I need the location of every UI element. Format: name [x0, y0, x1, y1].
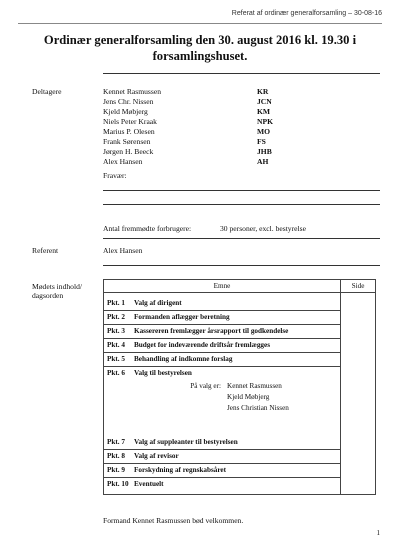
candidate-name: Kennet Rasmussen — [227, 382, 282, 390]
participant-name: Kennet Rasmussen — [103, 87, 161, 96]
participant-name: Niels Peter Kraak — [103, 117, 157, 126]
candidates-label: På valg er: — [190, 382, 221, 390]
agenda-item — [107, 297, 337, 310]
agenda-side-cell — [341, 293, 376, 495]
agenda-label-line-1: Mødets indhold/ — [32, 282, 82, 291]
participant-initials: FS — [257, 137, 266, 146]
agenda-label-line-2: dagsorden — [32, 291, 64, 300]
participant-name: Frank Sørensen — [103, 137, 151, 146]
participant-initials: JHB — [257, 147, 272, 156]
title-line-2: forsamlingshuset. — [152, 49, 248, 63]
running-header: Referat af ordinær generalforsamling – 30-08-16 — [231, 10, 382, 17]
divider — [103, 204, 380, 205]
meeting-opening-text: Formand Kennet Rasmussen bød velkommen. — [103, 516, 244, 525]
agenda-item-number: Pkt. 9 — [107, 466, 125, 474]
header-divider — [18, 23, 382, 24]
participant-initials: AH — [257, 157, 269, 166]
agenda-item-number: Pkt. 10 — [107, 480, 129, 488]
agenda-item — [107, 478, 337, 491]
divider — [103, 238, 380, 239]
agenda-item — [107, 367, 337, 380]
agenda-item-text: Forskydning af regnskabsåret — [134, 466, 226, 474]
participant-name: Jens Chr. Nissen — [103, 97, 154, 106]
agenda-item — [107, 436, 337, 449]
fravaer-label: Fravær: — [103, 171, 127, 180]
agenda-item — [107, 353, 337, 366]
title-line-1: Ordinær generalforsamling den 30. august 2016 kl. 19.30 i — [43, 33, 357, 47]
candidate-name: Kjeld Møbjerg — [227, 393, 270, 401]
document-title — [20, 32, 380, 64]
agenda-item-text: Behandling af indkomne forslag — [134, 355, 233, 363]
agenda-item-number: Pkt. 8 — [107, 452, 125, 460]
participant-initials: KR — [257, 87, 269, 96]
agenda-item-text: Valg af suppleanter til bestyrelsen — [134, 438, 238, 446]
attendance-label: Antal fremmødte forbrugere: — [103, 224, 192, 233]
candidate-row — [107, 403, 337, 414]
agenda-item — [107, 464, 337, 477]
agenda-items-cell — [104, 293, 341, 495]
agenda-items-second — [107, 436, 337, 491]
agenda-item-number: Pkt. 7 — [107, 438, 125, 446]
agenda-items-first — [107, 297, 337, 380]
divider — [103, 73, 380, 74]
agenda-item-number: Pkt. 2 — [107, 313, 125, 321]
participant-initials: NPK — [257, 117, 274, 126]
agenda-item — [107, 450, 337, 463]
agenda-item — [107, 339, 337, 352]
agenda-item-text: Eventuelt — [134, 480, 164, 488]
agenda-item-text: Budget for indeværende driftsår fremlægges — [134, 341, 271, 349]
agenda-item-text: Valg af revisor — [134, 452, 179, 460]
agenda-item — [107, 311, 337, 324]
participant-initials: JCN — [257, 97, 272, 106]
referent-name: Alex Hansen — [103, 246, 143, 255]
agenda-header-side: Side — [341, 280, 376, 293]
agenda-item-number: Pkt. 4 — [107, 341, 125, 349]
agenda-header-emne: Emne — [104, 280, 341, 293]
agenda-label — [32, 282, 82, 300]
agenda-item-text: Valg til bestyrelsen — [134, 369, 192, 377]
participant-initials: KM — [257, 107, 271, 116]
candidate-row — [107, 392, 337, 403]
candidate-row — [107, 381, 337, 392]
agenda-table — [103, 279, 376, 495]
agenda-item-text: Formanden aflægger beretning — [134, 313, 230, 321]
attendance-value: 30 personer, excl. bestyrelse — [220, 224, 306, 233]
agenda-item-text: Kassereren fremlægger årsrapport til godkendelse — [134, 327, 289, 335]
agenda-item — [107, 325, 337, 338]
agenda-item-number: Pkt. 6 — [107, 369, 125, 377]
participant-name: Jørgen H. Beeck — [103, 147, 154, 156]
page-number: 1 — [376, 529, 380, 537]
agenda-item-number: Pkt. 5 — [107, 355, 125, 363]
divider — [103, 190, 380, 191]
agenda-item-text: Valg af dirigent — [134, 299, 182, 307]
participant-name: Alex Hansen — [103, 157, 143, 166]
agenda-item-number: Pkt. 3 — [107, 327, 125, 335]
participant-initials: MO — [257, 127, 271, 136]
participant-name: Kjeld Møbjerg — [103, 107, 148, 116]
referent-label: Referent — [32, 246, 59, 255]
candidate-name: Jens Christian Nissen — [227, 404, 289, 412]
participant-name: Marius P. Olesen — [103, 127, 155, 136]
deltagere-label: Deltagere — [32, 87, 62, 96]
divider — [103, 265, 380, 266]
agenda-item-number: Pkt. 1 — [107, 299, 125, 307]
